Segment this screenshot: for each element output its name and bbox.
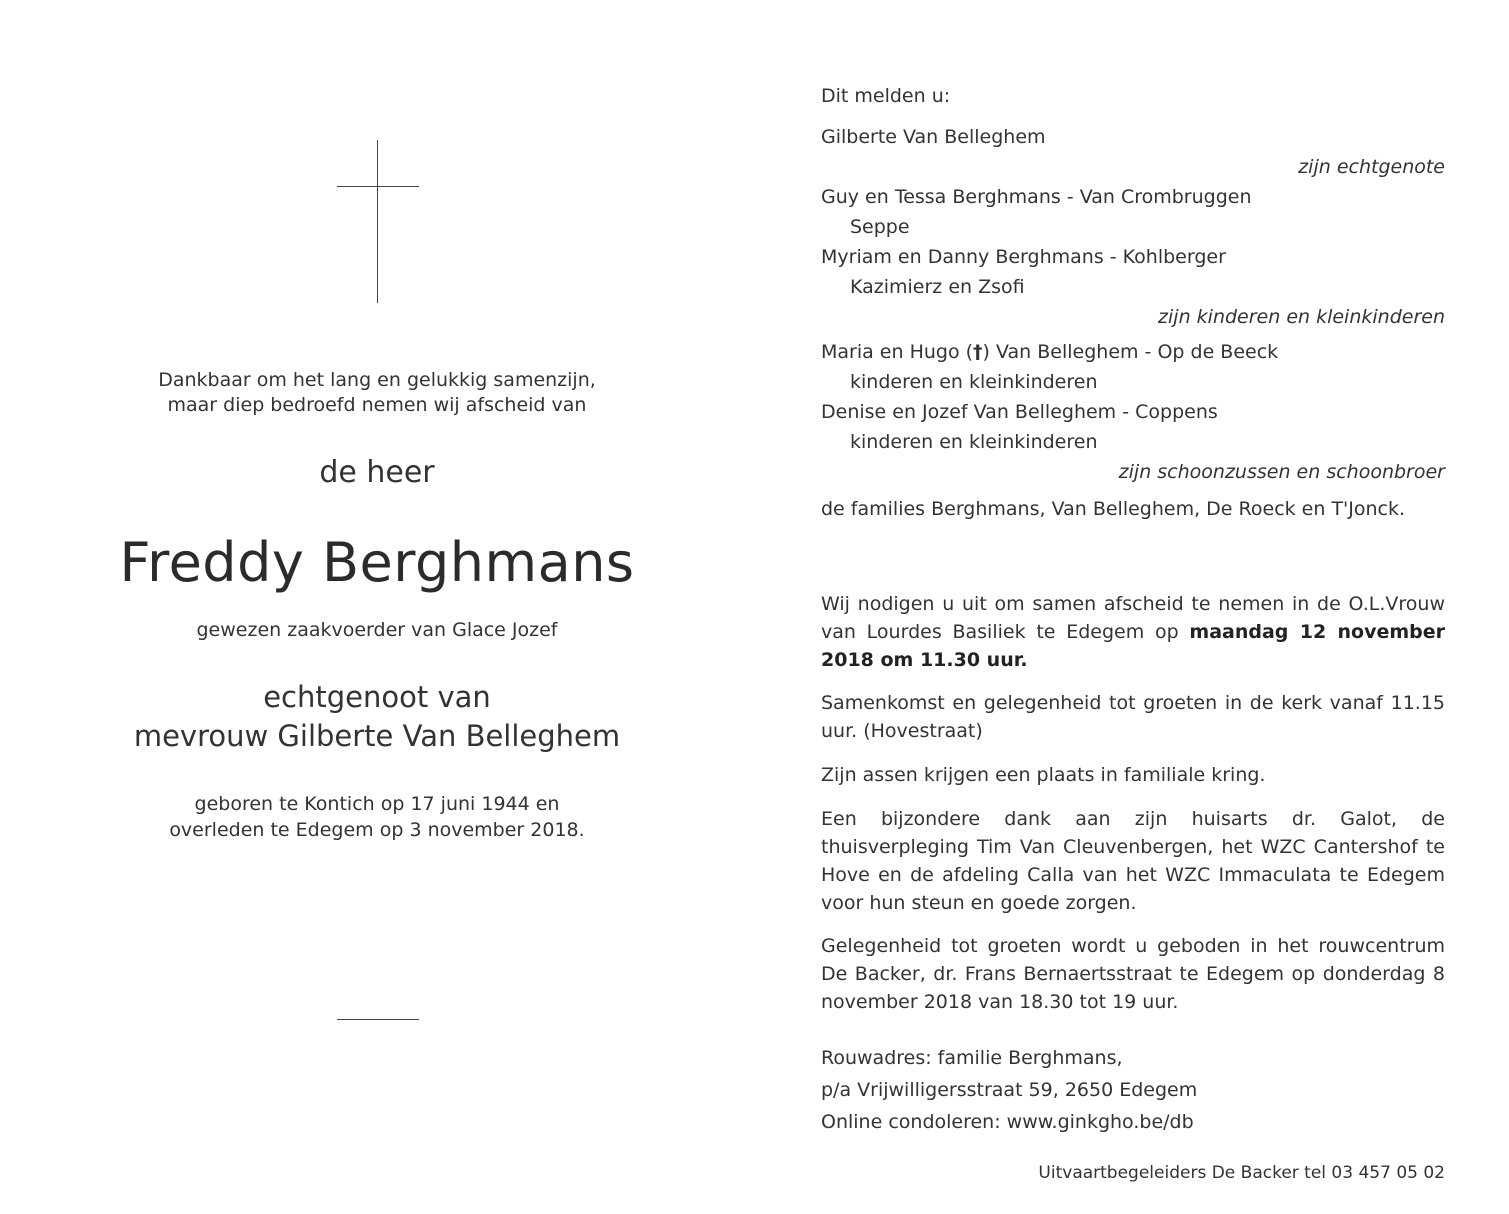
intro-line-1: Dankbaar om het lang en gelukkig samenzijn,	[158, 369, 596, 391]
family-heading: Dit melden u:	[821, 85, 951, 107]
relation-siblings: zijn schoonzussen en schoonbroer	[1118, 461, 1445, 483]
ceremony-invite	[821, 590, 1445, 674]
right-panel	[821, 0, 1445, 1214]
online-condolence: Online condoleren: www.ginkgho.be/db	[821, 1111, 1194, 1133]
life-dates	[92, 791, 662, 843]
family-names: de families Berghmans, Van Belleghem, De Roeck en T'Jonck.	[821, 498, 1406, 520]
family-child-2: Myriam en Danny Berghmans - Kohlberger	[821, 246, 1226, 268]
relation-children: zijn kinderen en kleinkinderen	[1158, 306, 1445, 328]
salutation: de heer	[319, 455, 435, 490]
relation-spouse: zijn echtgenote	[1298, 156, 1445, 178]
thanks-text: Een bijzondere dank aan zijn huisarts dr. Galot, de thuisverpleging Tim Van Cleuvenbergen, het WZC Cantershof te Hove en de afdeling Calla van het WZC Immaculata te Edegem voor hun steun en goede zorgen.	[821, 808, 1445, 914]
ashes-text: Zijn assen krijgen een plaats in familiale kring.	[821, 764, 1266, 786]
family-sibling-2-sub: kinderen en kleinkinderen	[850, 431, 1098, 453]
deceased-cross-icon: †	[973, 341, 983, 363]
sibling-1-text-b: ) Van Belleghem - Op de Beeck	[982, 341, 1279, 363]
spouse-info	[92, 678, 662, 756]
death-line: overleden te Edegem op 3 november 2018.	[169, 819, 585, 841]
visitation-text: Gelegenheid tot groeten wordt u geboden in het rouwcentrum De Backer, dr. Frans Bernaertsstraat te Edegem op donderdag 8 november 2018 van 18.30 tot 19 uur.	[821, 935, 1445, 1013]
spouse-line-1: echtgenoot van	[263, 680, 491, 714]
family-grandchild-1: Seppe	[850, 216, 910, 238]
intro-line-2: maar diep bedroefd nemen wij afscheid van	[167, 394, 587, 416]
family-sibling-2: Denise en Jozef Van Belleghem - Coppens	[821, 401, 1218, 423]
family-sibling-1-sub: kinderen en kleinkinderen	[850, 371, 1098, 393]
left-panel	[92, 0, 662, 1214]
family-grandchild-2: Kazimierz en Zsofi	[850, 276, 1025, 298]
cross-icon	[377, 140, 378, 303]
spouse-line-2: mevrouw Gilberte Van Belleghem	[133, 719, 621, 753]
cross-icon-bar	[337, 186, 419, 187]
family-child-1: Guy en Tessa Berghmans - Van Crombruggen	[821, 186, 1252, 208]
invite-text: Wij nodigen u uit om samen afscheid te nemen in de O.L.Vrouw van Lourdes Basiliek te Edegem op	[821, 593, 1445, 643]
funeral-director: Uitvaartbegeleiders De Backer tel 03 457 05 02	[1038, 1163, 1445, 1183]
intro-text	[92, 368, 662, 418]
occupation: gewezen zaakvoerder van Glace Jozef	[196, 619, 558, 641]
family-sibling-1	[821, 339, 1445, 365]
divider	[337, 1019, 419, 1020]
invite-date: maandag 12 november 2018 om 11.30 uur.	[821, 621, 1446, 671]
address-line-1: Rouwadres: familie Berghmans,	[821, 1047, 1123, 1069]
address-line-2: p/a Vrijwilligersstraat 59, 2650 Edegem	[821, 1079, 1198, 1101]
family-spouse: Gilberte Van Belleghem	[821, 126, 1046, 148]
gathering-text: Samenkomst en gelegenheid tot groeten in de kerk vanaf 11.15 uur. (Hovestraat)	[821, 692, 1445, 742]
birth-line: geboren te Kontich op 17 juni 1944 en	[194, 793, 560, 815]
sibling-1-text-a: Maria en Hugo (	[821, 341, 974, 363]
deceased-name: Freddy Berghmans	[119, 531, 635, 594]
